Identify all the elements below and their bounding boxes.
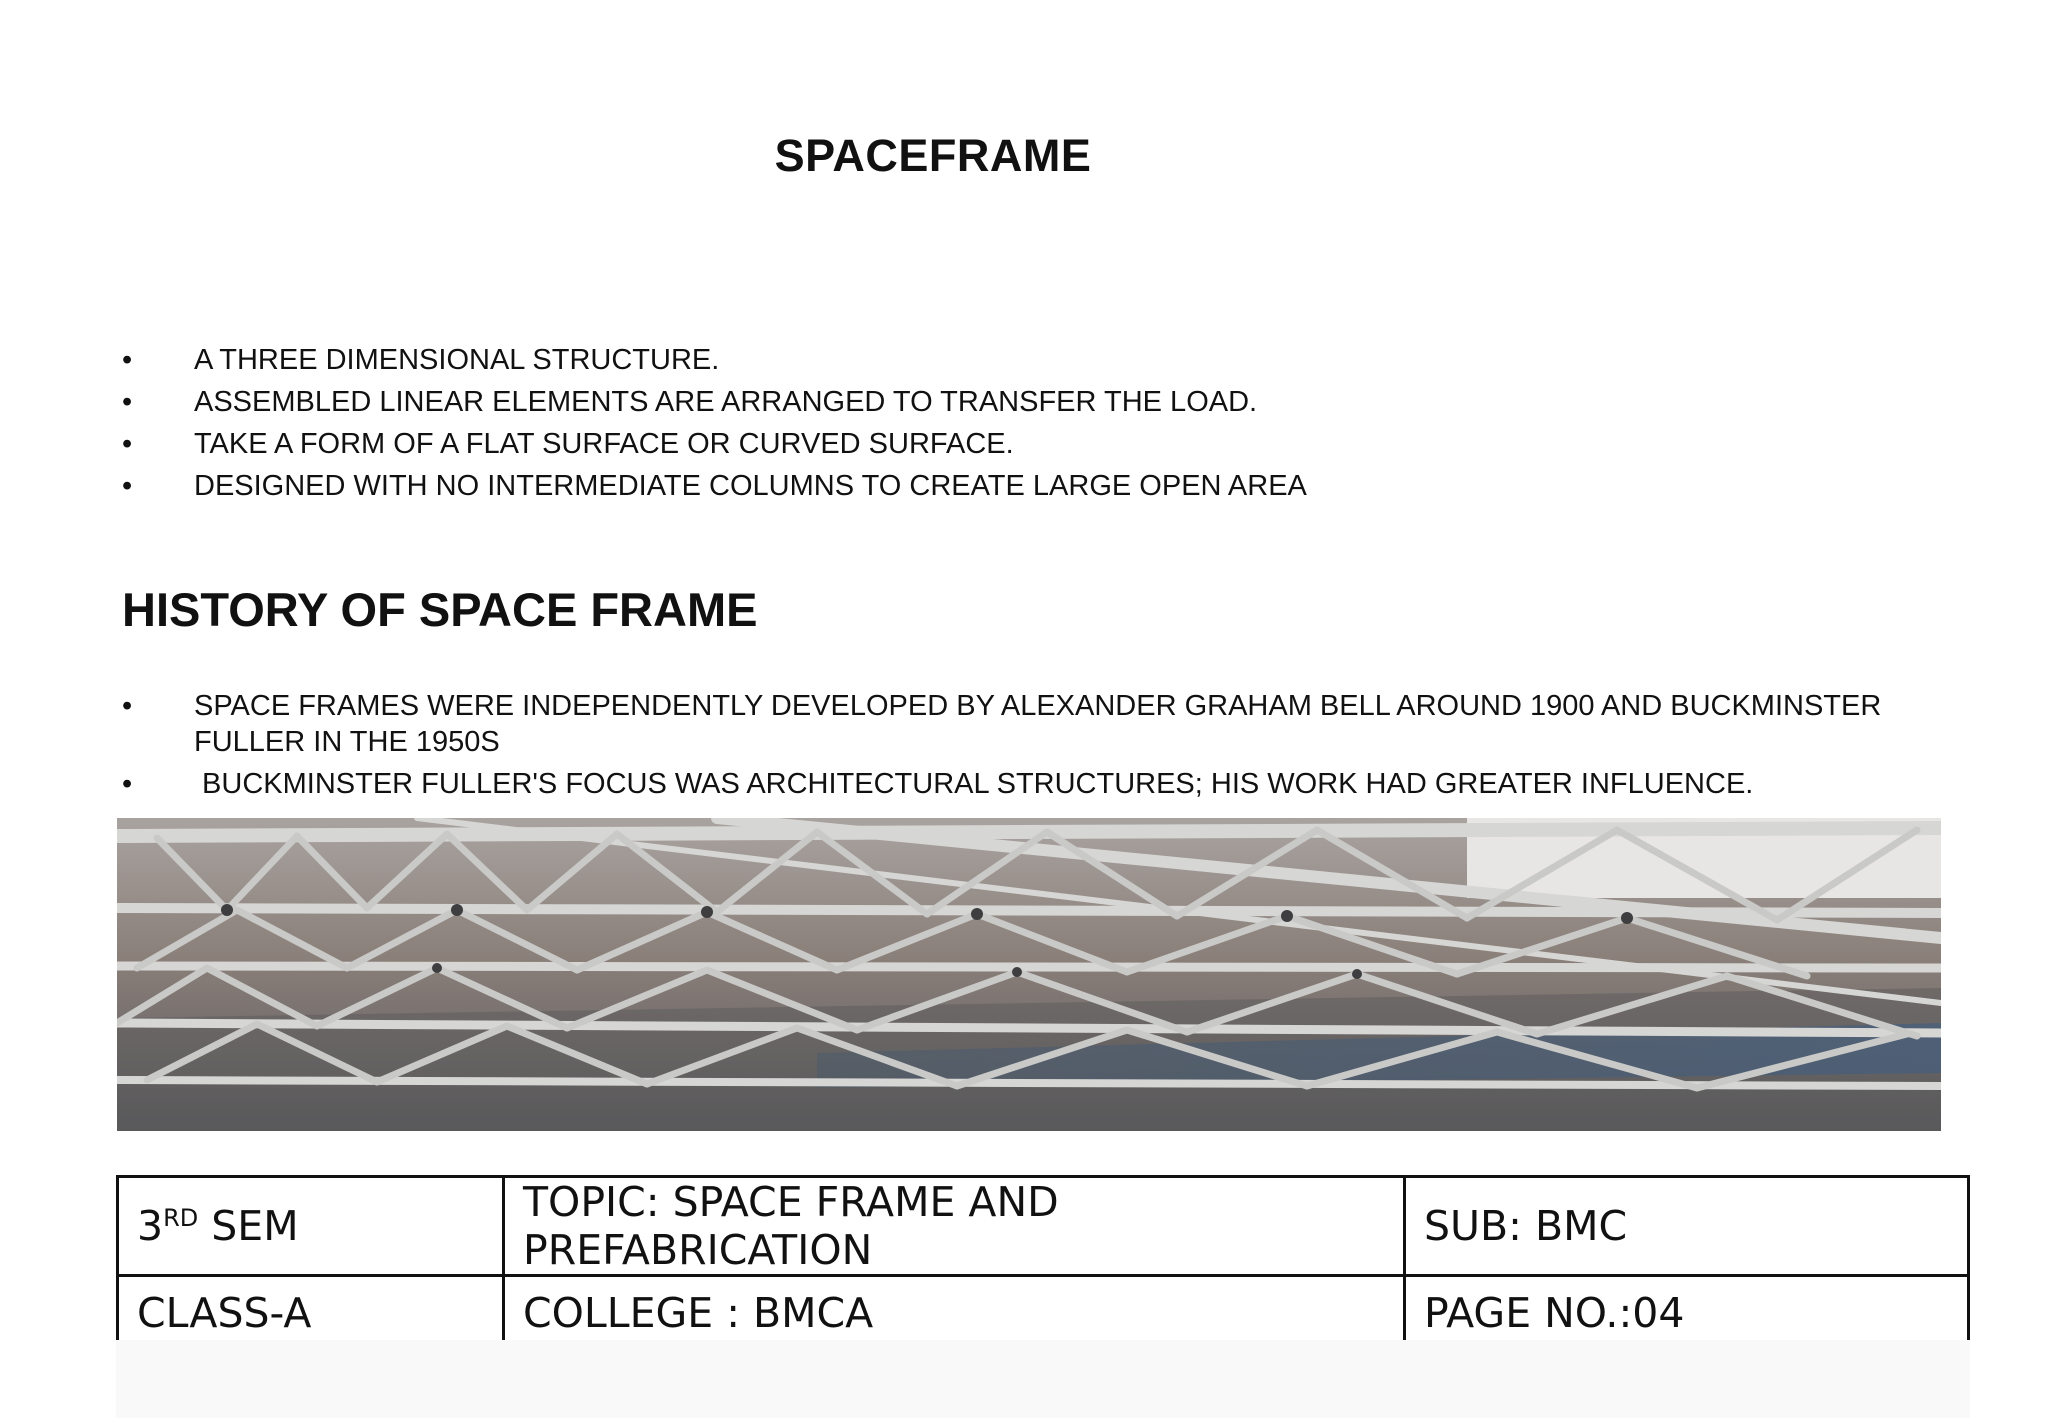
class-cell: CLASS-A [118, 1276, 504, 1351]
history-heading: HISTORY OF SPACE FRAME [122, 583, 758, 636]
list-item [120, 688, 1920, 760]
semester-label: SEM [198, 1202, 299, 1250]
footer-band [116, 1340, 1970, 1418]
bullet-text: DESIGNED WITH NO INTERMEDIATE COLUMNS TO CREATE LARGE OPEN AREA [194, 470, 1307, 502]
bullet-icon: • [122, 386, 133, 418]
list-item [120, 342, 1920, 378]
document-info-table [116, 1175, 1970, 1352]
bullet-text: BUCKMINSTER FULLER'S FOCUS WAS ARCHITECTURAL STRUCTURES; HIS WORK HAD GREATER INFLUENCE. [194, 768, 1754, 800]
list-item [120, 426, 1920, 462]
bullet-text: TAKE A FORM OF A FLAT SURFACE OR CURVED SURFACE. [194, 428, 1014, 460]
bullet-text: SPACE FRAMES WERE INDEPENDENTLY DEVELOPED BY ALEXANDER GRAHAM BELL AROUND 1900 AND BUCKMINSTER FULLER IN THE 1950S [194, 690, 1882, 758]
bullet-icon: • [122, 768, 133, 800]
semester-suffix: RD [163, 1204, 199, 1232]
page-title: SPACEFRAME [774, 130, 1092, 181]
bullet-text: ASSEMBLED LINEAR ELEMENTS ARE ARRANGED TO TRANSFER THE LOAD. [194, 386, 1258, 418]
topic-cell: TOPIC: SPACE FRAME AND PREFABRICATION [504, 1177, 1405, 1276]
semester-number: 3 [137, 1202, 164, 1250]
list-item [120, 766, 1920, 802]
bullet-icon: • [122, 470, 133, 502]
bullet-icon: • [122, 428, 133, 460]
table-row [118, 1177, 1969, 1276]
page-number-cell: PAGE NO.:04 [1405, 1276, 1969, 1351]
bullet-icon: • [122, 344, 133, 376]
history-bullet-list [120, 688, 1920, 808]
semester-cell [118, 1177, 504, 1276]
intro-bullet-list [120, 342, 1920, 510]
subject-cell: SUB: BMC [1405, 1177, 1969, 1276]
college-cell: COLLEGE : BMCA [504, 1276, 1405, 1351]
bullet-text: A THREE DIMENSIONAL STRUCTURE. [194, 344, 720, 376]
list-item [120, 384, 1920, 420]
bullet-icon: • [122, 690, 133, 722]
space-frame-illustration [117, 818, 1941, 1131]
list-item [120, 468, 1920, 504]
space-frame-photo [117, 818, 1941, 1131]
